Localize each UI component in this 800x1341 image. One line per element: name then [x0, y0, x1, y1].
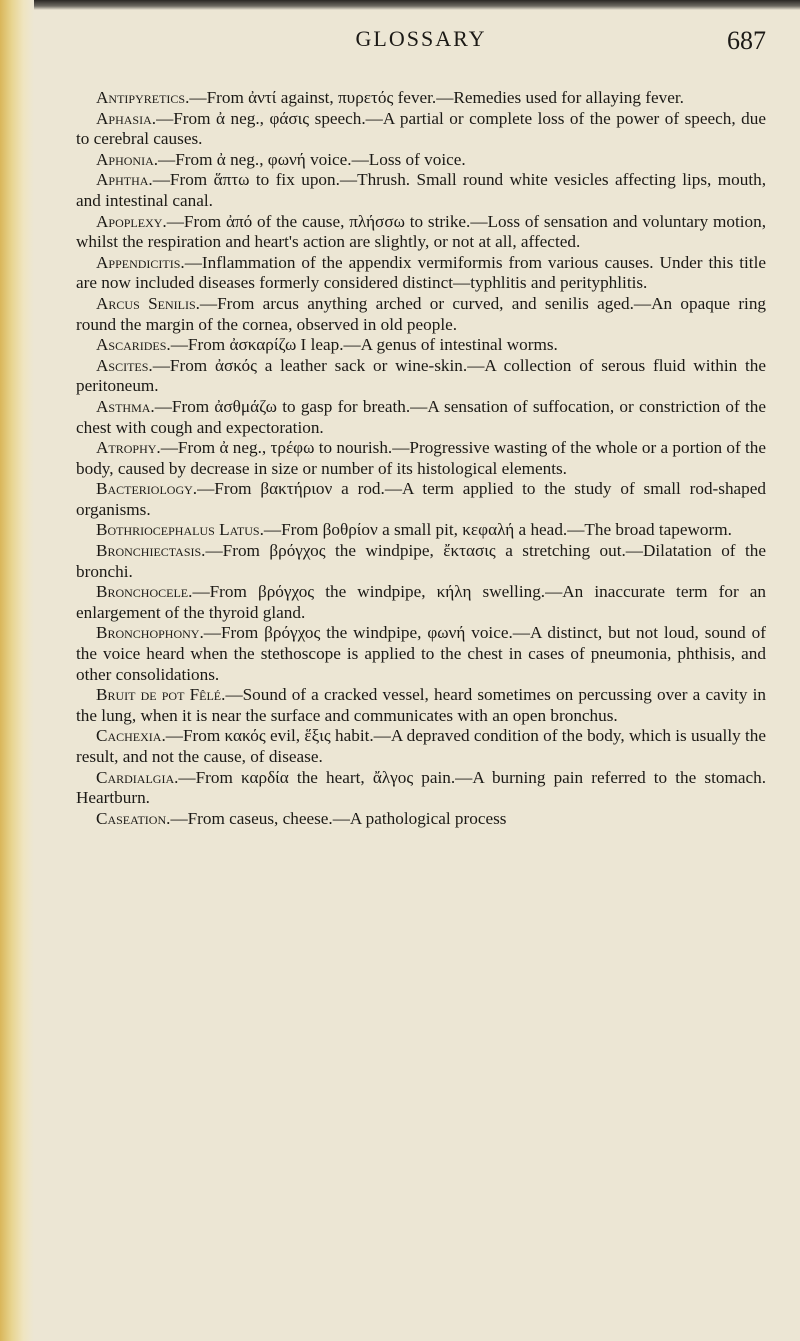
entry-term: Bronchophony.: [96, 623, 204, 643]
glossary-entry: [76, 582, 766, 623]
entry-definition: —From κακός evil, ἕξις habit.—A depraved condition of the body, which is usually the result, and not the cause, of disease.: [76, 726, 766, 766]
glossary-entry: [76, 397, 766, 438]
entry-definition: —From ἀντί against, πυρετός fever.—Remedies used for allaying fever.: [189, 88, 684, 107]
entry-term: Bacteriology.: [96, 479, 198, 499]
entry-definition: —From ἀσκός a leather sack or wine-skin.—A collection of serous fluid within the peritoneum.: [76, 355, 766, 396]
entry-term: Caseation.: [96, 808, 171, 828]
entry-definition: —From βρόγχος the windpipe, ἔκτασις a stretching out.—Dilatation of the bronchi.: [76, 541, 766, 581]
page-header: [76, 26, 766, 74]
entry-term: Antipyretics.: [96, 88, 190, 107]
entry-definition: —From ἅπτω to fix upon.—Thrush. Small round white vesicles affecting lips, mouth, and intestinal canal.: [76, 170, 766, 210]
entry-definition: —From arcus anything arched or curved, and senilis aged.—An opaque ring round the margin of the cornea, observed in old people.: [76, 293, 767, 334]
entry-term: Bothriocephalus Latus.: [96, 520, 264, 540]
entry-term: Bronchiectasis.: [96, 541, 206, 561]
entry-term: Atrophy.: [96, 438, 161, 458]
page-number: 687: [727, 26, 766, 55]
entry-term: Ascites.: [96, 355, 153, 375]
glossary-entry: [76, 809, 766, 830]
entry-definition: —From ἀσθμάζω to gasp for breath.—A sensation of suffocation, or constriction of the chest with cough and expectoration.: [76, 396, 766, 437]
glossary-entry: [76, 541, 766, 582]
entry-definition: —Inflammation of the appendix vermiformis from various causes. Under this title are now included diseases formerly considered distinct—typhlitis and perityphlitis.: [76, 252, 766, 293]
glossary-entry: [76, 212, 766, 253]
glossary-entry: [76, 294, 766, 335]
glossary-entry: [76, 479, 766, 520]
page-top-shadow: [0, 0, 800, 10]
glossary-entry: [76, 335, 766, 356]
glossary-entry: [76, 520, 766, 541]
entry-term: Arcus Senilis.: [96, 293, 200, 313]
entry-term: Apoplexy.: [96, 211, 167, 231]
entry-term: Aphasia.: [96, 108, 157, 128]
glossary-entry: [76, 150, 766, 171]
glossary-entries: [76, 88, 766, 829]
glossary-entry: [76, 685, 766, 726]
book-page: [76, 26, 766, 829]
entry-definition: —From caseus, cheese.—A pathological process: [170, 808, 507, 828]
entry-definition: —From βακτήριον a rod.—A term applied to the study of small rod-shaped organisms.: [76, 479, 766, 519]
glossary-entry: [76, 109, 766, 150]
entry-definition: —From βοθρίον a small pit, κεφαλή a head.—The broad tapeworm.: [263, 520, 732, 540]
glossary-entry: [76, 253, 766, 294]
book-spine-edge: [0, 0, 34, 1341]
entry-term: Aphonia.: [96, 149, 159, 169]
running-title: GLOSSARY: [355, 26, 487, 51]
entry-definition: —From ἀ neg., τρέφω to nourish.—Progressive wasting of the whole or a portion of the body, caused by decrease in size or number of its histological elements.: [76, 438, 766, 478]
entry-term: Cachexia.: [96, 726, 166, 746]
entry-definition: —From βρόγχος the windpipe, φωνή voice.—A distinct, but not loud, sound of the voice heard when the stethoscope is applied to the chest in cases of pneumonia, phthisis, and other consolidations.: [76, 623, 766, 684]
entry-definition: —From ἀπό of the cause, πλήσσω to strike.—Loss of sensation and voluntary motion, whilst the respiration and heart's action are slightly, or not at all, affected.: [76, 211, 766, 252]
glossary-entry: [76, 356, 766, 397]
glossary-entry: [76, 726, 766, 767]
glossary-entry: [76, 768, 766, 809]
entry-definition: —From ἀ neg., φάσις speech.—A partial or complete loss of the power of speech, due to cerebral causes.: [76, 108, 766, 149]
entry-term: Asthma.: [96, 396, 155, 416]
entry-definition: —From ἀσκαρίζω I leap.—A genus of intestinal worms.: [170, 335, 558, 355]
entry-term: Bruit de pot Fêlé.: [96, 685, 226, 705]
glossary-entry: [76, 88, 766, 109]
entry-term: Bronchocele.: [96, 582, 193, 602]
glossary-entry: [76, 170, 766, 211]
entry-term: Cardialgia.: [96, 767, 179, 787]
glossary-entry: [76, 438, 766, 479]
entry-definition: —Sound of a cracked vessel, heard sometimes on percussing over a cavity in the lung, when it is near the surface and communicates with an open bronchus.: [76, 685, 766, 725]
entry-definition: —From ἀ neg., φωνή voice.—Loss of voice.: [158, 149, 466, 169]
entry-definition: —From καρδία the heart, ἄλγος pain.—A burning pain referred to the stomach. Heartburn.: [76, 767, 766, 808]
glossary-entry: [76, 623, 766, 685]
entry-term: Ascarides.: [96, 335, 171, 355]
entry-definition: —From βρόγχος the windpipe, κήλη swelling.—An inaccurate term for an enlargement of the thyroid gland.: [76, 582, 766, 622]
entry-term: Appendicitis.: [96, 252, 185, 272]
entry-term: Aphtha.: [96, 170, 153, 190]
